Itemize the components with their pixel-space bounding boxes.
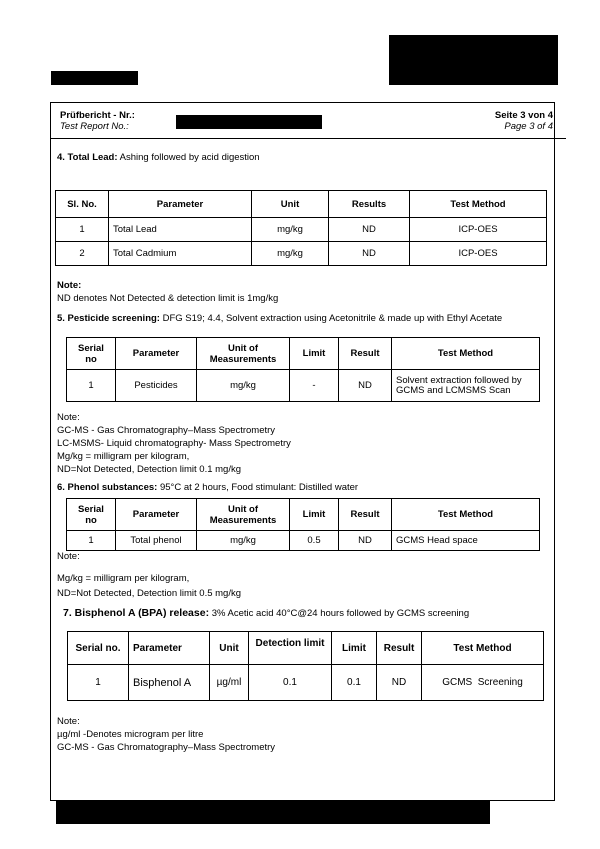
section5-title-bold: 5. Pesticide screening: xyxy=(57,313,160,324)
table-cell: 1 xyxy=(56,218,109,242)
table-row xyxy=(56,218,547,242)
table-cell: 1 xyxy=(67,370,116,402)
note-label: Note: xyxy=(57,280,82,291)
note-line: ND=Not Detected, Detection limit 0.1 mg/kg xyxy=(57,464,242,475)
report-label-en: Test Report No.: xyxy=(60,121,129,132)
table-cell: mg/kg xyxy=(252,218,329,242)
redaction-company xyxy=(51,71,138,85)
col-header: Test Method xyxy=(422,632,544,665)
table-cell: ICP-OES xyxy=(410,218,547,242)
col-header: Limit xyxy=(290,499,339,531)
note-line: GC-MS - Gas Chromatography–Mass Spectrometry xyxy=(57,742,276,753)
col-header: Detection limit xyxy=(249,632,332,665)
table-cell: Total Lead xyxy=(109,218,252,242)
table-cell: 0.1 xyxy=(249,665,332,701)
note-text: ND denotes Not Detected & detection limit is 1mg/kg xyxy=(57,293,279,304)
table-cell: mg/kg xyxy=(197,531,290,551)
col-header: Serial no. xyxy=(68,632,129,665)
table-row xyxy=(56,242,547,266)
col-header: Serial no xyxy=(67,338,116,370)
section4-title-rest: Ashing followed by acid digestion xyxy=(117,152,260,163)
table-row xyxy=(67,531,540,551)
col-header: Test Method xyxy=(410,191,547,218)
note-line: GC-MS - Gas Chromatography–Mass Spectrometry xyxy=(57,425,276,436)
section6-notes xyxy=(57,551,241,599)
col-header: Serial no xyxy=(67,499,116,531)
table-cell: ND xyxy=(329,242,410,266)
table-row xyxy=(67,370,540,402)
col-header: Parameter xyxy=(116,338,197,370)
redaction-logo xyxy=(389,35,558,85)
table-row xyxy=(68,665,544,701)
section6-title-bold: 6. Phenol substances: xyxy=(57,482,158,493)
col-header: Parameter xyxy=(129,632,210,665)
note-line: Note: xyxy=(57,412,80,423)
page-indicator xyxy=(495,110,553,132)
redaction-footer xyxy=(56,801,490,824)
col-header: Parameter xyxy=(109,191,252,218)
table-cell: Total phenol xyxy=(116,531,197,551)
table-cell: 1 xyxy=(68,665,129,701)
table-cell: ND xyxy=(339,531,392,551)
col-header: Unit xyxy=(252,191,329,218)
table-cell: mg/kg xyxy=(197,370,290,402)
section7-title xyxy=(63,607,469,619)
table-cell: ND xyxy=(377,665,422,701)
section4-title xyxy=(57,152,260,163)
table-cell: Bisphenol A xyxy=(129,665,210,701)
section7-title-bold: 7. Bisphenol A (BPA) release: xyxy=(63,607,210,619)
section5-title xyxy=(57,313,502,324)
section4-table xyxy=(55,190,547,266)
col-header: Unit of Measurements xyxy=(197,499,290,531)
note-line: Note: xyxy=(57,716,80,727)
report-label-de: Prüfbericht - Nr.: xyxy=(60,110,135,121)
section4-note xyxy=(57,279,278,305)
col-header: Test Method xyxy=(392,338,540,370)
section7-table xyxy=(67,631,544,701)
col-header: Result xyxy=(339,499,392,531)
table-cell: Total Cadmium xyxy=(109,242,252,266)
section5-title-rest: DFG S19; 4.4, Solvent extraction using Acetonitrile & made up with Ethyl Acetate xyxy=(159,313,503,324)
note-line: ND=Not Detected, Detection limit 0.5 mg/kg xyxy=(57,588,242,599)
page-en: Page 3 of 4 xyxy=(504,121,553,132)
table-cell: GCMS Head space xyxy=(392,531,540,551)
table-cell: - xyxy=(290,370,339,402)
table-cell: 2 xyxy=(56,242,109,266)
header-rule xyxy=(50,138,566,139)
section7-notes xyxy=(57,715,275,754)
section5-table xyxy=(66,337,540,402)
section6-table xyxy=(66,498,540,551)
section4-title-bold: 4. Total Lead: xyxy=(57,152,118,163)
note-line: LC-MSMS- Liquid chromatography- Mass Spectrometry xyxy=(57,438,291,449)
col-header: Limit xyxy=(332,632,377,665)
section7-title-rest: 3% Acetic acid 40°C@24 hours followed by GCMS screening xyxy=(209,608,470,619)
col-header: Unit xyxy=(210,632,249,665)
table-cell: Solvent extraction followed by GCMS and LCMSMS Scan xyxy=(392,370,540,402)
table-cell: 0.1 xyxy=(332,665,377,701)
note-line: Mg/kg = milligram per kilogram, xyxy=(57,451,190,462)
col-header: Limit xyxy=(290,338,339,370)
table-cell: ND xyxy=(339,370,392,402)
col-header: Results xyxy=(329,191,410,218)
table-cell: µg/ml xyxy=(210,665,249,701)
table-cell: 1 xyxy=(67,531,116,551)
table-cell: ND xyxy=(329,218,410,242)
note-line: Note: xyxy=(57,551,80,562)
col-header: Result xyxy=(339,338,392,370)
table-cell: GCMS Screening xyxy=(422,665,544,701)
note-line: µg/ml -Denotes microgram per litre xyxy=(57,729,204,740)
section5-notes xyxy=(57,411,291,476)
col-header: Unit of Measurements xyxy=(197,338,290,370)
table-cell: Pesticides xyxy=(116,370,197,402)
col-header: Parameter xyxy=(116,499,197,531)
table-cell: mg/kg xyxy=(252,242,329,266)
table-cell: 0.5 xyxy=(290,531,339,551)
note-line: Mg/kg = milligram per kilogram, xyxy=(57,573,190,584)
report-number-label xyxy=(60,110,135,132)
section6-title-rest: 95°C at 2 hours, Food stimulant: Distilled water xyxy=(157,482,359,493)
col-header: Sl. No. xyxy=(56,191,109,218)
table-cell: ICP-OES xyxy=(410,242,547,266)
section6-title xyxy=(57,482,358,493)
col-header: Result xyxy=(377,632,422,665)
page-de: Seite 3 von 4 xyxy=(494,110,553,121)
col-header: Test Method xyxy=(392,499,540,531)
